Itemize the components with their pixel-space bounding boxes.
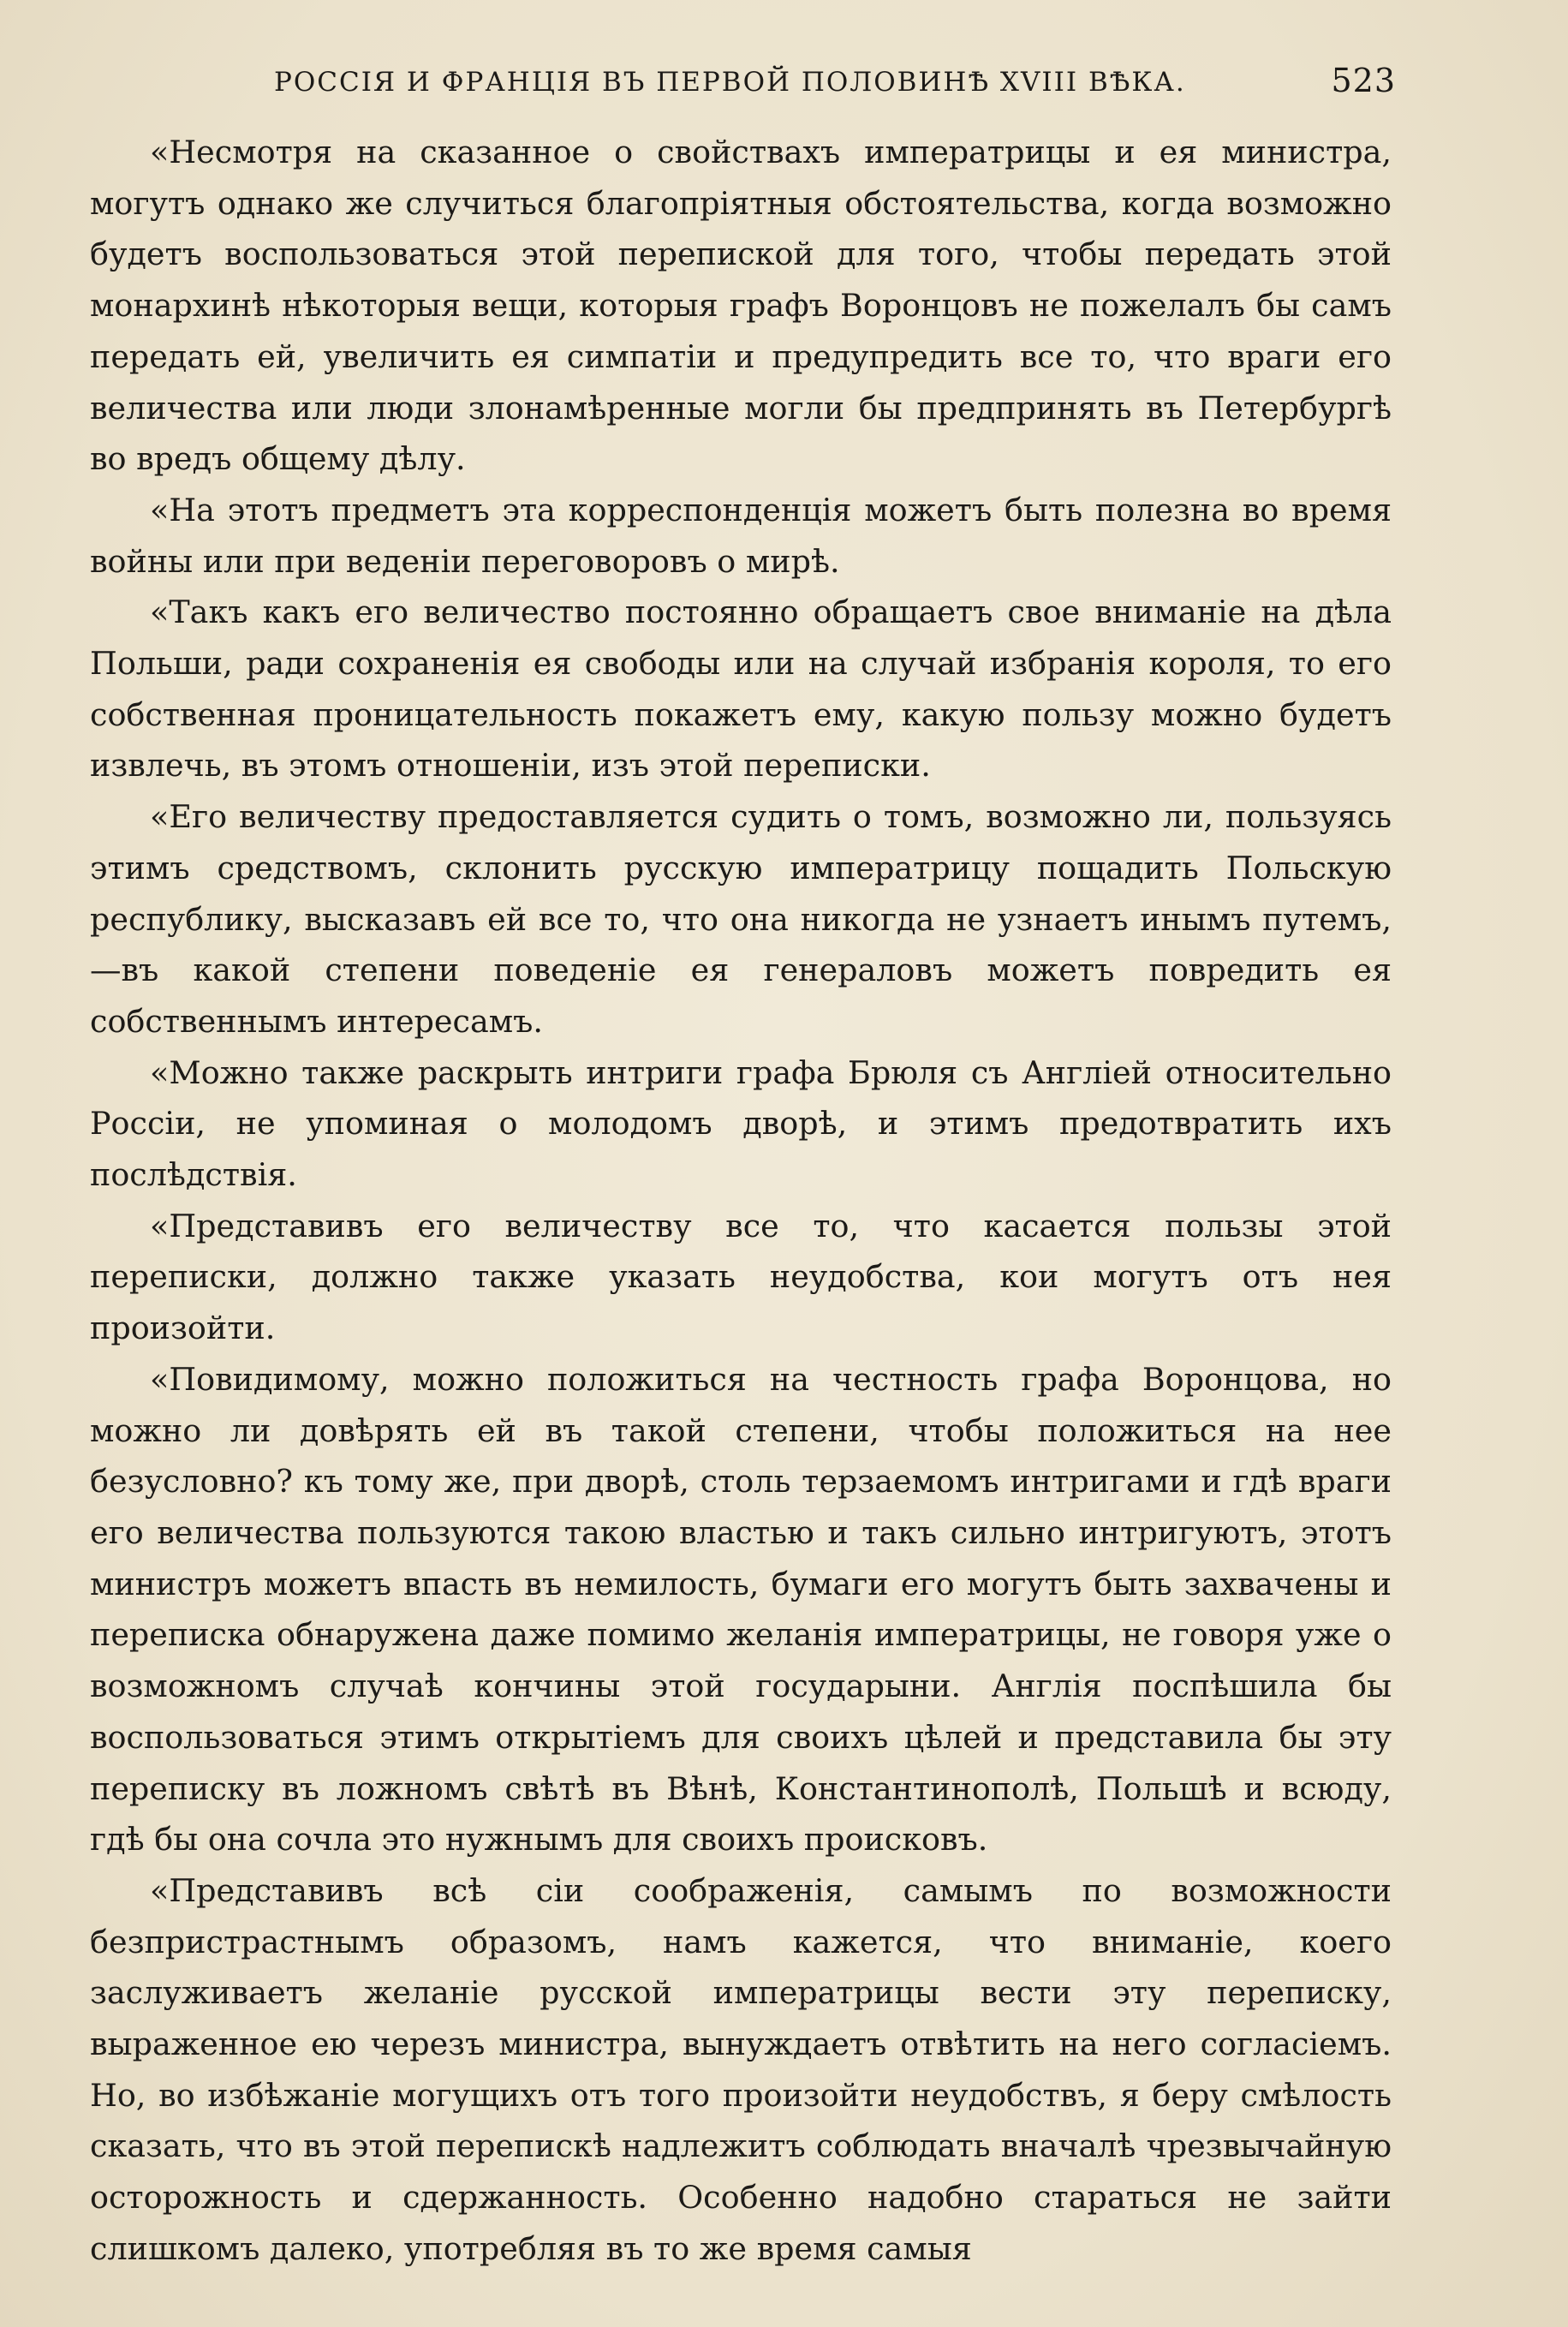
paragraph-7: «Повидимому, можно положиться на честность графа Воронцова, но можно ли довѣрять ей въ такой степени, чтобы положиться на нее безусловно? къ тому же, при дворѣ, столь терзаемомъ интригами и гдѣ враги его величества пользуются такою властью и такъ сильно интригуютъ, этотъ министръ можетъ впасть въ немилость, бумаги его могутъ быть захвачены и переписка обнаружена даже помимо желанія императрицы, не говоря уже о возможномъ случаѣ кончины этой государыни. Англія поспѣшила бы воспользоваться этимъ открытіемъ для своихъ цѣлей и представила бы эту переписку въ ложномъ свѣтѣ въ Вѣнѣ, Константинополѣ, Польшѣ и всюду, гдѣ бы она сочла это нужнымъ для своихъ происковъ.: [90, 1360, 1392, 1859]
paragraph-2: «На этотъ предметъ эта корреспонденція можетъ быть полезна во время войны или при веденіи переговоровъ о мирѣ.: [90, 491, 1392, 580]
body-text: [90, 127, 1392, 2275]
page-header: [257, 58, 1396, 110]
paragraph-5: «Можно также раскрыть интриги графа Брюля съ Англіей относительно Россіи, не упоминая о молодомъ дворѣ, и этимъ предотвратить ихъ послѣдствія.: [90, 1053, 1392, 1194]
paragraph-3: «Такъ какъ его величество постоянно обращаетъ свое вниманіе на дѣла Польши, ради сохраненія ея свободы или на случай избранія короля, то его собственная проницательность покажетъ ему, какую пользу можно будетъ извлечь, въ этомъ отношеніи, изъ этой переписки.: [90, 594, 1392, 785]
page-number: 523: [1331, 62, 1396, 99]
paragraph-4: «Его величеству предоставляется судить о томъ, возможно ли, пользуясь этимъ средствомъ, склонить русскую императрицу пощадить Польскую республику, высказавъ ей все то, что она никогда не узнаетъ инымъ путемъ,—въ какой степени поведеніе ея генераловъ можетъ повредить ея собственнымъ интересамъ.: [90, 798, 1392, 1040]
paragraph-6: «Представивъ его величеству все то, что касается пользы этой переписки, должно также указать неудобства, кои могутъ отъ нея произойти.: [90, 1207, 1392, 1347]
paragraph-8: «Представивъ всѣ сіи соображенія, самымъ по возможности безпристрастнымъ образомъ, намъ кажется, что вниманіе, коего заслуживаетъ желаніе русской императрицы вести эту переписку, выраженное ею черезъ министра, вынуждаетъ отвѣтить на него согласіемъ. Но, во избѣжаніе могущихъ отъ того произойти неудобствъ, я беру смѣлость сказать, что въ этой перепискѣ надлежитъ соблюдать вначалѣ чрезвычайную осторожность и сдержанность. Особенно надобно стараться не зайти слишкомъ далеко, употребляя въ то же время самыя: [90, 1871, 1392, 2267]
running-title: РОССІЯ И ФРАНЦІЯ ВЪ ПЕРВОЙ ПОЛОВИНѢ XVIII ВѢКА.: [274, 67, 1186, 98]
paragraph-1: «Несмотря на сказанное о свойствахъ императрицы и ея министра, могутъ однако же случиться благопріятныя обстоятельства, когда возможно будетъ воспользоваться этой перепиской для того, чтобы передать этой монархинѣ нѣкоторыя вещи, которыя графъ Воронцовъ не пожелалъ бы самъ передать ей, увеличить ея симпатіи и предупредить все то, что враги его величества или люди злонамѣренные могли бы предпринять въ Петербургѣ во вредъ общему дѣлу.: [90, 134, 1392, 478]
